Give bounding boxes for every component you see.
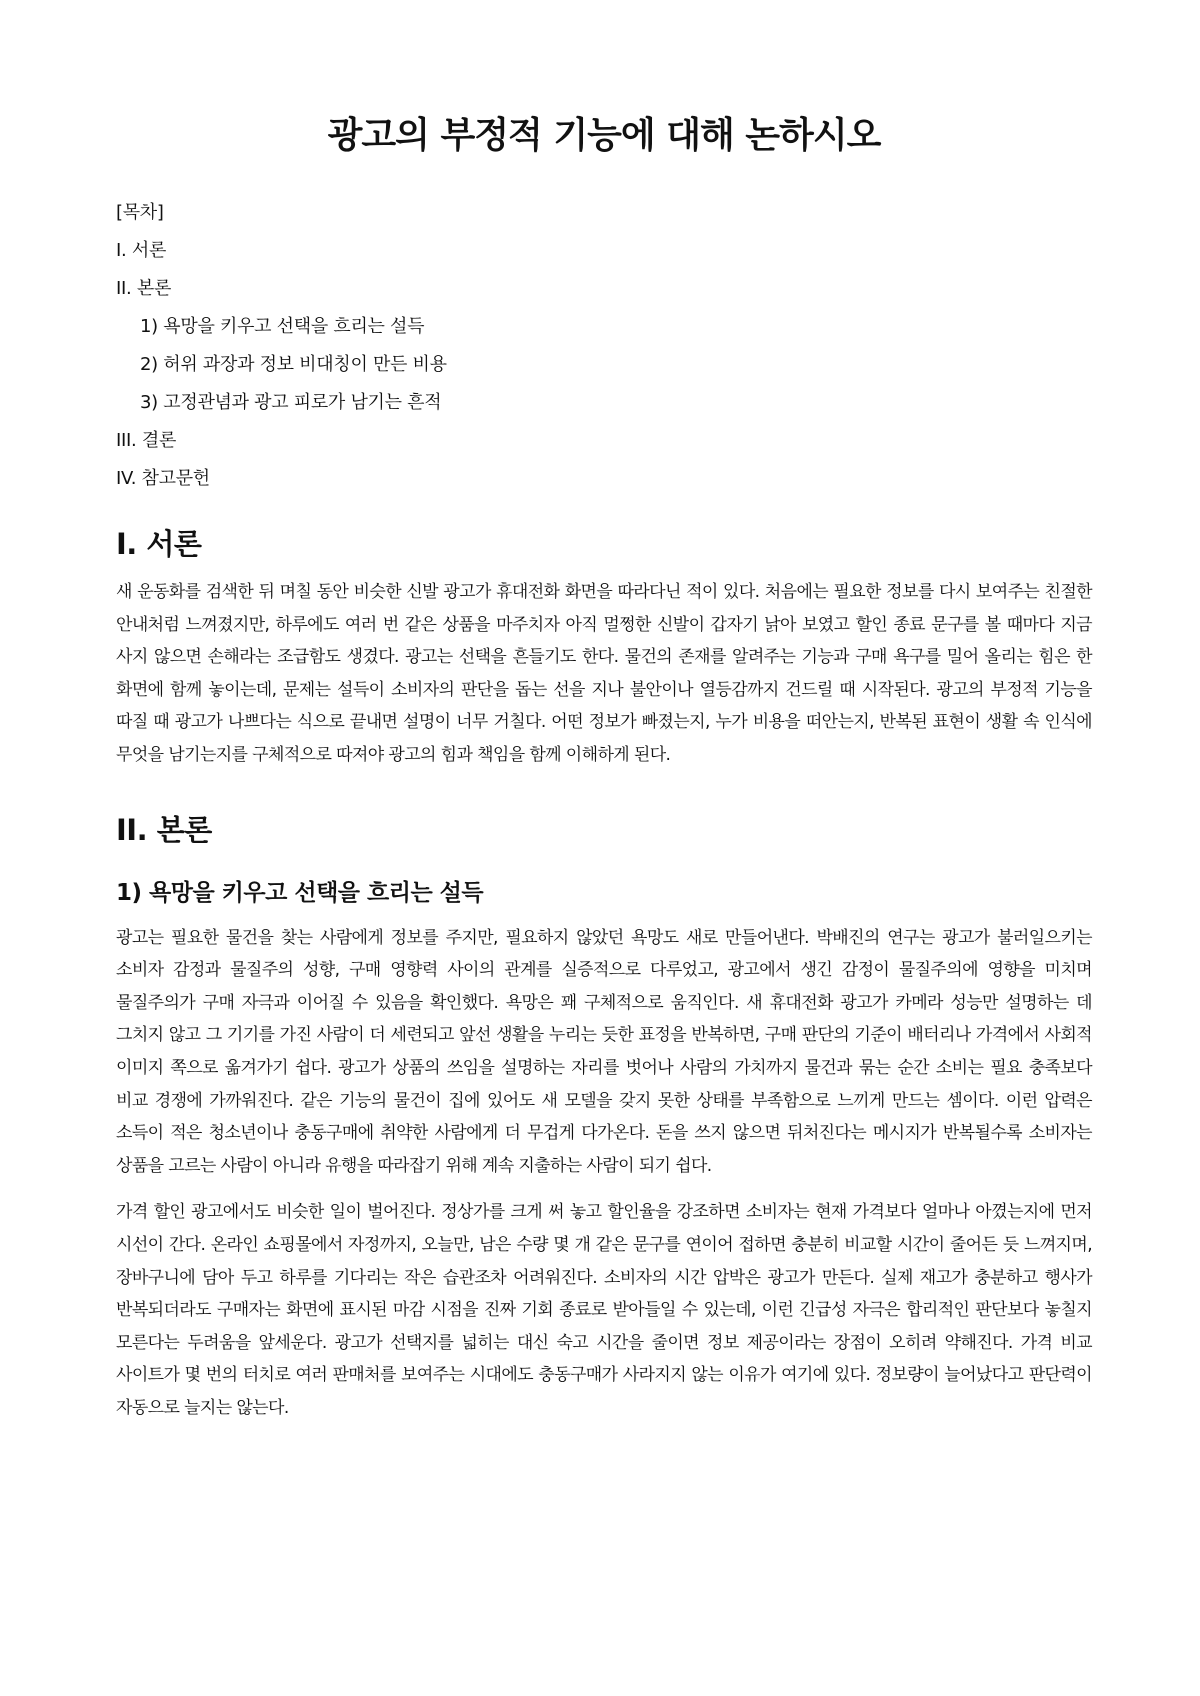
section-heading-intro: I. 서론	[116, 527, 202, 561]
toc-subitem: 3) 고정관념과 광고 피로가 남기는 흔적	[140, 392, 442, 413]
toc-item: III. 결론	[116, 430, 177, 451]
body-paragraph: 가격 할인 광고에서도 비슷한 일이 벌어진다. 정상가를 크게 써 놓고 할인율을 강조하면 소비자는 현재 가격보다 얼마나 아꼈는지에 먼저 시선이 간다. 온라인 쇼핑몰에서 자정까지, 오늘만, 남은 수량 몇 개 같은 문구를 연이어 접하면 충분히 비교할 시간이 줄어든 듯 느껴지며, 장바구니에 담아 두고 하루를 기다리는 작은 습관조차 어려워진다. 소비자의 시간 압박은 광고가 만든다. 실제 재고가 충분하고 행사가 반복되더라도 구매자는 화면에 표시된 마감 시점을 진짜 기회 종료로 받아들일 수 있는데, 이런 긴급성 자극은 합리적인 판단보다 놓칠지 모른다는 두려움을 앞세운다. 광고가 선택지를 넓히는 대신 숙고 시간을 줄이면 정보 제공이라는 장점이 오히려 약해진다. 가격 비교 사이트가 몇 번의 터치로 여러 판매처를 보여주는 시대에도 충동구매가 사라지지 않는 이유가 여기에 있다. 정보량이 늘어났다고 판단력이 자동으로 늘지는 않는다.	[116, 1202, 1092, 1418]
heading-spacer	[116, 862, 1092, 876]
subsection-heading-1: 1) 욕망을 키우고 선택을 흐리는 설득	[116, 879, 484, 906]
section-spacer	[116, 786, 1092, 810]
toc-item: IV. 참고문헌	[116, 468, 210, 489]
toc-header: [목차]	[116, 202, 164, 223]
toc-subitem: 2) 허위 과장과 정보 비대칭이 만든 비용	[140, 354, 447, 375]
toc-item: I. 서론	[116, 240, 167, 261]
section-heading-body: II. 본론	[116, 812, 212, 847]
table-of-contents	[116, 194, 1092, 498]
body-paragraph: 광고는 필요한 물건을 찾는 사람에게 정보를 주지만, 필요하지 않았던 욕망도 새로 만들어낸다. 박배진의 연구는 광고가 불러일으키는 소비자 감정과 물질주의 성향, 구매 영향력 사이의 관계를 실증적으로 다루었고, 광고에서 생긴 감정이 물질주의에 영향을 미치며 물질주의가 구매 자극과 이어질 수 있음을 확인했다. 욕망은 꽤 구체적으로 움직인다. 새 휴대전화 광고가 카메라 성능만 설명하는 데 그치지 않고 그 기기를 가진 사람이 더 세련되고 앞선 생활을 누리는 듯한 표정을 반복하면, 구매 판단의 기준이 배터리나 가격에서 사회적 이미지 쪽으로 옮겨가기 쉽다. 광고가 상품의 쓰임을 설명하는 자리를 벗어나 사람의 가치까지 물건과 묶는 순간 소비는 필요 충족보다 비교 경쟁에 가까워진다. 같은 기능의 물건이 집에 있어도 새 모델을 갖지 못한 상태를 부족함으로 느끼게 만드는 셈이다. 이런 압력은 소득이 적은 청소년이나 충동구매에 취약한 사람에게 더 무겁게 다가온다. 돈을 쓰지 않으면 뒤처진다는 메시지가 반복될수록 소비자는 상품을 고르는 사람이 아니라 유행을 따라잡기 위해 계속 지출하는 사람이 되기 쉽다.	[116, 927, 1092, 1176]
intro-paragraph: 새 운동화를 검색한 뒤 며칠 동안 비슷한 신발 광고가 휴대전화 화면을 따라다닌 적이 있다. 처음에는 필요한 정보를 다시 보여주는 친절한 안내처럼 느껴졌지만, 하루에도 여러 번 같은 상품을 마주치자 아직 멀쩡한 신발이 갑자기 낡아 보였고 할인 종료 문구를 볼 때마다 지금 사지 않으면 손해라는 조급함도 생겼다. 광고는 선택을 흔들기도 한다. 물건의 존재를 알려주는 기능과 구매 욕구를 밀어 올리는 힘은 한 화면에 함께 놓이는데, 문제는 설득이 소비자의 판단을 돕는 선을 지나 불안이나 열등감까지 건드릴 때 시작된다. 광고의 부정적 기능을 따질 때 광고가 나쁘다는 식으로 끝내면 설명이 너무 거칠다. 어떤 정보가 빠졌는지, 누가 비용을 떠안는지, 반복된 표현이 생활 속 인식에 무엇을 남기는지를 구체적으로 따져야 광고의 힘과 책임을 함께 이해하게 된다.	[116, 582, 1092, 765]
toc-item: II. 본론	[116, 278, 172, 299]
toc-subitem: 1) 욕망을 키우고 선택을 흐리는 설득	[140, 316, 425, 337]
document-title: 광고의 부정적 기능에 대해 논하시오	[327, 115, 881, 156]
